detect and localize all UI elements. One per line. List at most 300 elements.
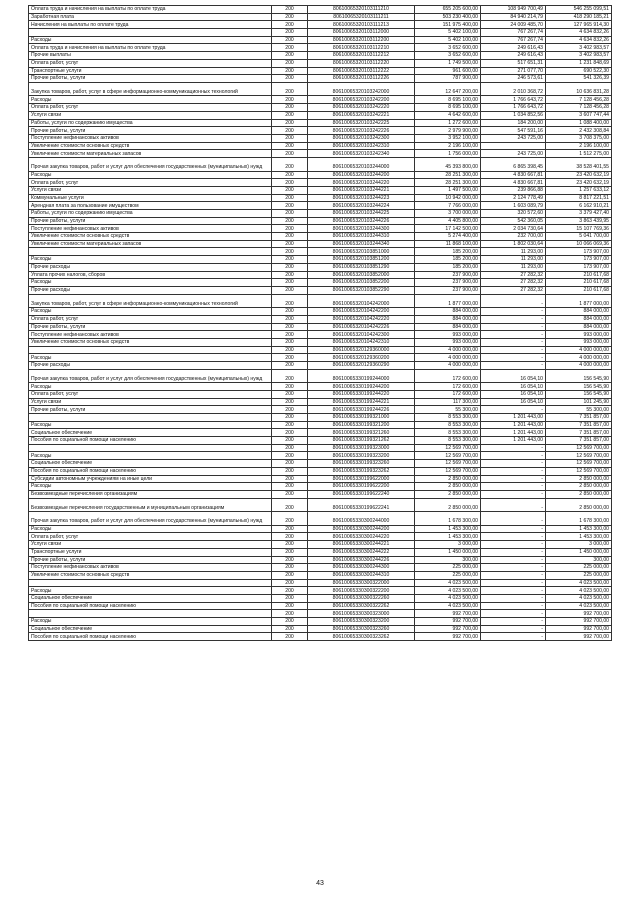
row-executed: - <box>481 525 546 533</box>
row-line-code: 200 <box>272 315 308 323</box>
row-name: Поступление нефинансовых активов <box>29 331 272 339</box>
row-name: Пособия по социальной помощи населению <box>29 467 272 475</box>
table-row <box>29 142 612 150</box>
row-line-code: 200 <box>272 421 308 429</box>
row-approved: 8 553 300,00 <box>415 429 481 437</box>
row-executed: 1 201 443,00 <box>481 429 546 437</box>
row-name: Поступление нефинансовых активов <box>29 225 272 233</box>
row-executed: - <box>481 338 546 346</box>
row-approved: 172 600,00 <box>415 369 481 383</box>
row-approved: 992 700,00 <box>415 625 481 633</box>
row-executed: 6 865 398,45 <box>481 157 546 171</box>
row-executed: 27 282,32 <box>481 279 546 287</box>
row-executed: - <box>481 564 546 572</box>
row-unexecuted: 12 569 700,00 <box>546 460 612 468</box>
row-unexecuted: 4 000 000,00 <box>546 361 612 369</box>
table-row <box>29 75 612 83</box>
row-executed: - <box>481 556 546 564</box>
row-approved: 300,00 <box>415 556 481 564</box>
table-row <box>29 36 612 44</box>
row-budget-code: 80610065320103852200 <box>308 279 415 287</box>
row-unexecuted: 3 402 983,57 <box>546 52 612 60</box>
row-line-code: 200 <box>272 602 308 610</box>
row-line-code: 200 <box>272 36 308 44</box>
row-name: Расходы <box>29 618 272 626</box>
row-name <box>29 346 272 354</box>
row-unexecuted: 1 453 300,00 <box>546 533 612 541</box>
table-row <box>29 210 612 218</box>
row-unexecuted: 3 708 375,00 <box>546 134 612 142</box>
row-name: Оплата работ, услуг <box>29 104 272 112</box>
row-executed: - <box>481 308 546 316</box>
row-approved: 12 569 700,00 <box>415 444 481 452</box>
row-name: Прочие расходы <box>29 263 272 271</box>
row-unexecuted: 210 617,68 <box>546 286 612 294</box>
table-row <box>29 625 612 633</box>
row-approved: 172 600,00 <box>415 383 481 391</box>
row-approved: 237 900,00 <box>415 286 481 294</box>
row-name: Услуги связи <box>29 111 272 119</box>
row-budget-code: 80610065320103244224 <box>308 202 415 210</box>
row-budget-code: 80610065320104242000 <box>308 294 415 308</box>
row-line-code: 200 <box>272 390 308 398</box>
table-row <box>29 256 612 264</box>
table-row <box>29 157 612 171</box>
row-budget-code: 80610065320103112222 <box>308 67 415 75</box>
table-row <box>29 369 612 383</box>
row-approved: 2 850 000,00 <box>415 490 481 498</box>
row-unexecuted: 1 450 000,00 <box>546 548 612 556</box>
row-unexecuted: 55 300,00 <box>546 406 612 414</box>
table-row <box>29 602 612 610</box>
row-unexecuted: 4 634 832,26 <box>546 29 612 37</box>
row-line-code: 200 <box>272 21 308 29</box>
row-approved: 4 023 500,00 <box>415 602 481 610</box>
row-executed <box>481 142 546 150</box>
row-line-code: 200 <box>272 217 308 225</box>
row-executed: 11 293,00 <box>481 248 546 256</box>
row-name: Закупка товаров, работ, услуг в сфере информационно-коммуникационных технологий <box>29 294 272 308</box>
row-budget-code: 80610065320103111210 <box>308 6 415 14</box>
row-unexecuted: 884 000,00 <box>546 315 612 323</box>
row-budget-code: 80610065320103244225 <box>308 210 415 218</box>
row-line-code: 200 <box>272 564 308 572</box>
row-line-code: 200 <box>272 483 308 491</box>
row-line-code: 200 <box>272 263 308 271</box>
row-unexecuted: 1 231 848,69 <box>546 59 612 67</box>
row-approved: 185 200,00 <box>415 256 481 264</box>
row-executed: 16 054,10 <box>481 398 546 406</box>
row-approved: 4 642 600,00 <box>415 111 481 119</box>
table-row <box>29 587 612 595</box>
row-unexecuted: 5 041 700,00 <box>546 233 612 241</box>
row-line-code: 200 <box>272 398 308 406</box>
row-line-code: 200 <box>272 279 308 287</box>
row-unexecuted: 12 569 700,00 <box>546 467 612 475</box>
budget-table-body <box>29 6 612 641</box>
row-executed: 249 616,43 <box>481 44 546 52</box>
row-name: Прочие расходы <box>29 361 272 369</box>
row-approved: 4 000 000,00 <box>415 346 481 354</box>
row-unexecuted: 4 023 500,00 <box>546 602 612 610</box>
row-line-code: 200 <box>272 383 308 391</box>
table-row <box>29 475 612 483</box>
row-line-code: 200 <box>272 210 308 218</box>
row-line-code: 200 <box>272 119 308 127</box>
row-budget-code: 80610065320103112200 <box>308 36 415 44</box>
row-unexecuted: 546 255 099,51 <box>546 6 612 14</box>
row-budget-code: 80610065330300244300 <box>308 564 415 572</box>
row-approved: 8 553 300,00 <box>415 437 481 445</box>
row-line-code: 200 <box>272 587 308 595</box>
row-executed: 239 866,88 <box>481 186 546 194</box>
row-approved: 225 000,00 <box>415 571 481 579</box>
row-budget-code: 80610065320103242220 <box>308 104 415 112</box>
row-executed: - <box>481 602 546 610</box>
row-budget-code: 80610065330199321262 <box>308 437 415 445</box>
row-name: Социальное обеспечение <box>29 429 272 437</box>
row-budget-code: 80610065330199323200 <box>308 452 415 460</box>
row-line-code: 200 <box>272 179 308 187</box>
row-line-code: 200 <box>272 452 308 460</box>
row-approved: 3 652 600,00 <box>415 44 481 52</box>
row-executed: 2 034 730,64 <box>481 225 546 233</box>
row-budget-code: 80610065320103851200 <box>308 256 415 264</box>
row-name: Прочие работы, услуги <box>29 556 272 564</box>
row-budget-code: 80610065330300244200 <box>308 525 415 533</box>
row-approved: 12 569 700,00 <box>415 452 481 460</box>
row-executed: 243 725,00 <box>481 150 546 158</box>
row-executed: - <box>481 625 546 633</box>
row-name: Социальное обеспечение <box>29 594 272 602</box>
row-executed: 2 010 368,72 <box>481 82 546 96</box>
row-line-code: 200 <box>272 331 308 339</box>
table-row <box>29 294 612 308</box>
table-row <box>29 571 612 579</box>
row-approved: 1 749 500,00 <box>415 59 481 67</box>
row-line-code: 200 <box>272 369 308 383</box>
row-name: Расходы <box>29 36 272 44</box>
table-row <box>29 414 612 422</box>
row-name: Услуги связи <box>29 541 272 549</box>
table-row <box>29 82 612 96</box>
row-executed: - <box>481 571 546 579</box>
row-budget-code: 80610065330300244221 <box>308 541 415 549</box>
row-name: Поступление нефинансовых активов <box>29 134 272 142</box>
row-unexecuted: 993 000,00 <box>546 331 612 339</box>
row-unexecuted: 2 432 308,84 <box>546 127 612 135</box>
row-line-code: 200 <box>272 286 308 294</box>
row-budget-code: 80610065320103244310 <box>308 233 415 241</box>
table-row <box>29 286 612 294</box>
row-unexecuted: 23 420 632,19 <box>546 179 612 187</box>
row-approved: 7 766 000,00 <box>415 202 481 210</box>
row-name: Расходы <box>29 256 272 264</box>
row-unexecuted: 1 453 300,00 <box>546 525 612 533</box>
table-row <box>29 541 612 549</box>
row-approved: 992 700,00 <box>415 618 481 626</box>
row-line-code: 200 <box>272 444 308 452</box>
table-row <box>29 421 612 429</box>
row-executed: 1 603 089,79 <box>481 202 546 210</box>
row-executed: 1 201 443,00 <box>481 414 546 422</box>
row-budget-code: 80610065320129360000 <box>308 346 415 354</box>
row-approved: 8 695 100,00 <box>415 96 481 104</box>
row-approved: 237 900,00 <box>415 271 481 279</box>
row-unexecuted: 101 245,90 <box>546 398 612 406</box>
row-approved: 1 450 000,00 <box>415 548 481 556</box>
row-executed: - <box>481 323 546 331</box>
row-unexecuted: 156 545,90 <box>546 390 612 398</box>
row-executed: 1 034 852,56 <box>481 111 546 119</box>
row-executed: - <box>481 361 546 369</box>
row-line-code: 200 <box>272 142 308 150</box>
row-approved: 1 497 500,00 <box>415 186 481 194</box>
row-approved: 884 000,00 <box>415 323 481 331</box>
row-name: Оплата работ, услуг <box>29 390 272 398</box>
row-approved: 655 205 600,00 <box>415 6 481 14</box>
table-row <box>29 96 612 104</box>
table-row <box>29 248 612 256</box>
row-line-code: 200 <box>272 556 308 564</box>
table-row <box>29 217 612 225</box>
row-unexecuted: 992 700,00 <box>546 618 612 626</box>
row-executed: 2 124 778,49 <box>481 194 546 202</box>
table-row <box>29 225 612 233</box>
row-budget-code: 80610065320129360200 <box>308 354 415 362</box>
row-executed: - <box>481 444 546 452</box>
row-unexecuted: 3 000,00 <box>546 541 612 549</box>
row-budget-code: 80610065330300323000 <box>308 610 415 618</box>
row-approved: 185 200,00 <box>415 248 481 256</box>
row-name: Пособия по социальной помощи населению <box>29 633 272 641</box>
row-unexecuted: 4 000 000,00 <box>546 354 612 362</box>
row-budget-code: 80610065320103112210 <box>308 44 415 52</box>
row-line-code: 200 <box>272 75 308 83</box>
table-row <box>29 556 612 564</box>
row-budget-code: 80610065320103244300 <box>308 225 415 233</box>
row-approved: 4 000 000,00 <box>415 361 481 369</box>
row-line-code: 200 <box>272 533 308 541</box>
table-row <box>29 525 612 533</box>
row-unexecuted: 300,00 <box>546 556 612 564</box>
row-executed: - <box>481 354 546 362</box>
table-row <box>29 452 612 460</box>
table-row <box>29 186 612 194</box>
row-name: Прочая закупка товаров, работ и услуг для обеспечения государственных (муниципальных) нужд <box>29 157 272 171</box>
row-unexecuted: 173 907,00 <box>546 248 612 256</box>
row-approved: 5 402 100,00 <box>415 36 481 44</box>
table-row <box>29 437 612 445</box>
row-executed: - <box>481 452 546 460</box>
row-budget-code: 80610065330300244226 <box>308 556 415 564</box>
row-name: Социальное обеспечение <box>29 460 272 468</box>
row-executed: - <box>481 294 546 308</box>
row-name: Прочая закупка товаров, работ и услуг для обеспечения государственных (муниципальных) нужд <box>29 512 272 526</box>
table-row <box>29 67 612 75</box>
row-executed: - <box>481 587 546 595</box>
table-row <box>29 548 612 556</box>
row-executed: 232 700,00 <box>481 233 546 241</box>
row-line-code: 200 <box>272 256 308 264</box>
table-row <box>29 594 612 602</box>
table-row <box>29 6 612 14</box>
row-line-code: 200 <box>272 150 308 158</box>
row-executed: - <box>481 618 546 626</box>
row-name: Увеличение стоимости основных средств <box>29 233 272 241</box>
row-name: Транспортные услуги <box>29 548 272 556</box>
row-line-code: 200 <box>272 202 308 210</box>
row-approved: 8 553 300,00 <box>415 421 481 429</box>
row-name <box>29 29 272 37</box>
row-name: Оплата работ, услуг <box>29 533 272 541</box>
row-unexecuted: 173 907,00 <box>546 263 612 271</box>
row-unexecuted: 3 607 747,44 <box>546 111 612 119</box>
row-approved: 8 695 100,00 <box>415 104 481 112</box>
row-name <box>29 414 272 422</box>
row-name: Безвозмездные перечисления государственным и муниципальным организациям <box>29 498 272 512</box>
row-unexecuted: 10 636 831,28 <box>546 82 612 96</box>
row-executed: 767 267,74 <box>481 29 546 37</box>
row-approved: 28 251 300,00 <box>415 171 481 179</box>
row-unexecuted: 127 965 914,30 <box>546 21 612 29</box>
row-executed: 243 725,00 <box>481 134 546 142</box>
table-row <box>29 134 612 142</box>
row-line-code: 200 <box>272 134 308 142</box>
row-executed: 320 572,60 <box>481 210 546 218</box>
table-row <box>29 271 612 279</box>
table-row <box>29 179 612 187</box>
row-unexecuted: 210 617,68 <box>546 271 612 279</box>
row-unexecuted: 23 420 632,19 <box>546 171 612 179</box>
table-row <box>29 233 612 241</box>
row-unexecuted: 12 569 700,00 <box>546 452 612 460</box>
table-row <box>29 29 612 37</box>
row-unexecuted: 993 000,00 <box>546 338 612 346</box>
row-unexecuted: 1 678 300,00 <box>546 512 612 526</box>
row-line-code: 200 <box>272 233 308 241</box>
row-line-code: 200 <box>272 127 308 135</box>
row-budget-code: 80610065330199321200 <box>308 421 415 429</box>
row-unexecuted: 541 326,39 <box>546 75 612 83</box>
row-executed: 1 201 443,00 <box>481 437 546 445</box>
row-budget-code: 80610065330300322200 <box>308 587 415 595</box>
row-budget-code: 80610065320103242221 <box>308 111 415 119</box>
row-name: Расходы <box>29 171 272 179</box>
row-budget-code: 80610065330199622241 <box>308 498 415 512</box>
row-line-code: 200 <box>272 171 308 179</box>
row-line-code: 200 <box>272 594 308 602</box>
row-budget-code: 80610065320103112220 <box>308 59 415 67</box>
row-budget-code: 80610065330300323262 <box>308 633 415 641</box>
row-name: Услуги связи <box>29 398 272 406</box>
row-unexecuted: 2 850 000,00 <box>546 490 612 498</box>
table-row <box>29 498 612 512</box>
row-name: Коммунальные услуги <box>29 194 272 202</box>
row-approved: 237 900,00 <box>415 279 481 287</box>
row-budget-code: 80610065330199244000 <box>308 369 415 383</box>
table-row <box>29 13 612 21</box>
row-executed: 542 360,05 <box>481 217 546 225</box>
row-budget-code: 80610065320103851000 <box>308 248 415 256</box>
row-name: Уплата прочих налогов, сборов <box>29 271 272 279</box>
row-name: Работы, услуги по содержанию имущества <box>29 119 272 127</box>
table-row <box>29 59 612 67</box>
row-unexecuted: 225 000,00 <box>546 564 612 572</box>
row-budget-code: 80610065320103244223 <box>308 194 415 202</box>
table-row <box>29 150 612 158</box>
row-line-code: 200 <box>272 338 308 346</box>
row-executed: - <box>481 460 546 468</box>
table-row <box>29 111 612 119</box>
row-approved: 11 868 100,00 <box>415 240 481 248</box>
row-unexecuted: 3 379 427,40 <box>546 210 612 218</box>
row-budget-code: 80610065320104242220 <box>308 315 415 323</box>
row-executed: 27 282,32 <box>481 271 546 279</box>
row-approved: 185 200,00 <box>415 263 481 271</box>
row-unexecuted: 156 545,90 <box>546 369 612 383</box>
row-executed: 271 077,70 <box>481 67 546 75</box>
table-row <box>29 44 612 52</box>
row-line-code: 200 <box>272 59 308 67</box>
table-row <box>29 406 612 414</box>
row-name: Прочая закупка товаров, работ и услуг для обеспечения государственных (муниципальных) нужд <box>29 369 272 383</box>
row-unexecuted: 4 634 832,26 <box>546 36 612 44</box>
row-name: Пособия по социальной помощи населению <box>29 602 272 610</box>
row-budget-code: 80610065330300244000 <box>308 512 415 526</box>
row-name: Работы, услуги по содержанию имущества <box>29 210 272 218</box>
row-name: Субсидии автономным учреждениям на иные цели <box>29 475 272 483</box>
row-executed: 767 267,74 <box>481 36 546 44</box>
row-budget-code: 80610065320103242340 <box>308 150 415 158</box>
row-executed: 24 009 485,70 <box>481 21 546 29</box>
row-executed: - <box>481 467 546 475</box>
row-budget-code: 80610065330199323262 <box>308 467 415 475</box>
row-budget-code: 80610065330300323260 <box>308 625 415 633</box>
row-line-code: 200 <box>272 354 308 362</box>
row-executed: 547 591,16 <box>481 127 546 135</box>
row-line-code: 200 <box>272 460 308 468</box>
row-budget-code: 80610065330300244310 <box>308 571 415 579</box>
table-row <box>29 263 612 271</box>
row-approved: 993 000,00 <box>415 331 481 339</box>
row-executed: - <box>481 406 546 414</box>
row-executed: 16 054,10 <box>481 383 546 391</box>
row-line-code: 200 <box>272 414 308 422</box>
row-approved: 225 000,00 <box>415 564 481 572</box>
row-executed: 184 200,00 <box>481 119 546 127</box>
row-approved: 4 023 500,00 <box>415 579 481 587</box>
row-executed: 4 830 667,81 <box>481 179 546 187</box>
row-approved: 117 300,00 <box>415 398 481 406</box>
row-approved: 4 023 500,00 <box>415 587 481 595</box>
row-budget-code: 80610065320103852290 <box>308 286 415 294</box>
row-budget-code: 80610065320104242310 <box>308 338 415 346</box>
row-budget-code: 80610065320104242300 <box>308 331 415 339</box>
row-unexecuted: 992 700,00 <box>546 610 612 618</box>
row-budget-code: 80610065320103111213 <box>308 21 415 29</box>
table-row <box>29 564 612 572</box>
row-executed: - <box>481 512 546 526</box>
row-budget-code: 80610065320103852000 <box>308 271 415 279</box>
row-name: Расходы <box>29 308 272 316</box>
row-name: Прочие работы, услуги <box>29 127 272 135</box>
table-row <box>29 308 612 316</box>
row-line-code: 200 <box>272 6 308 14</box>
row-unexecuted: 7 351 857,00 <box>546 421 612 429</box>
row-budget-code: 80610065320103244200 <box>308 171 415 179</box>
row-unexecuted: 3 402 983,57 <box>546 44 612 52</box>
